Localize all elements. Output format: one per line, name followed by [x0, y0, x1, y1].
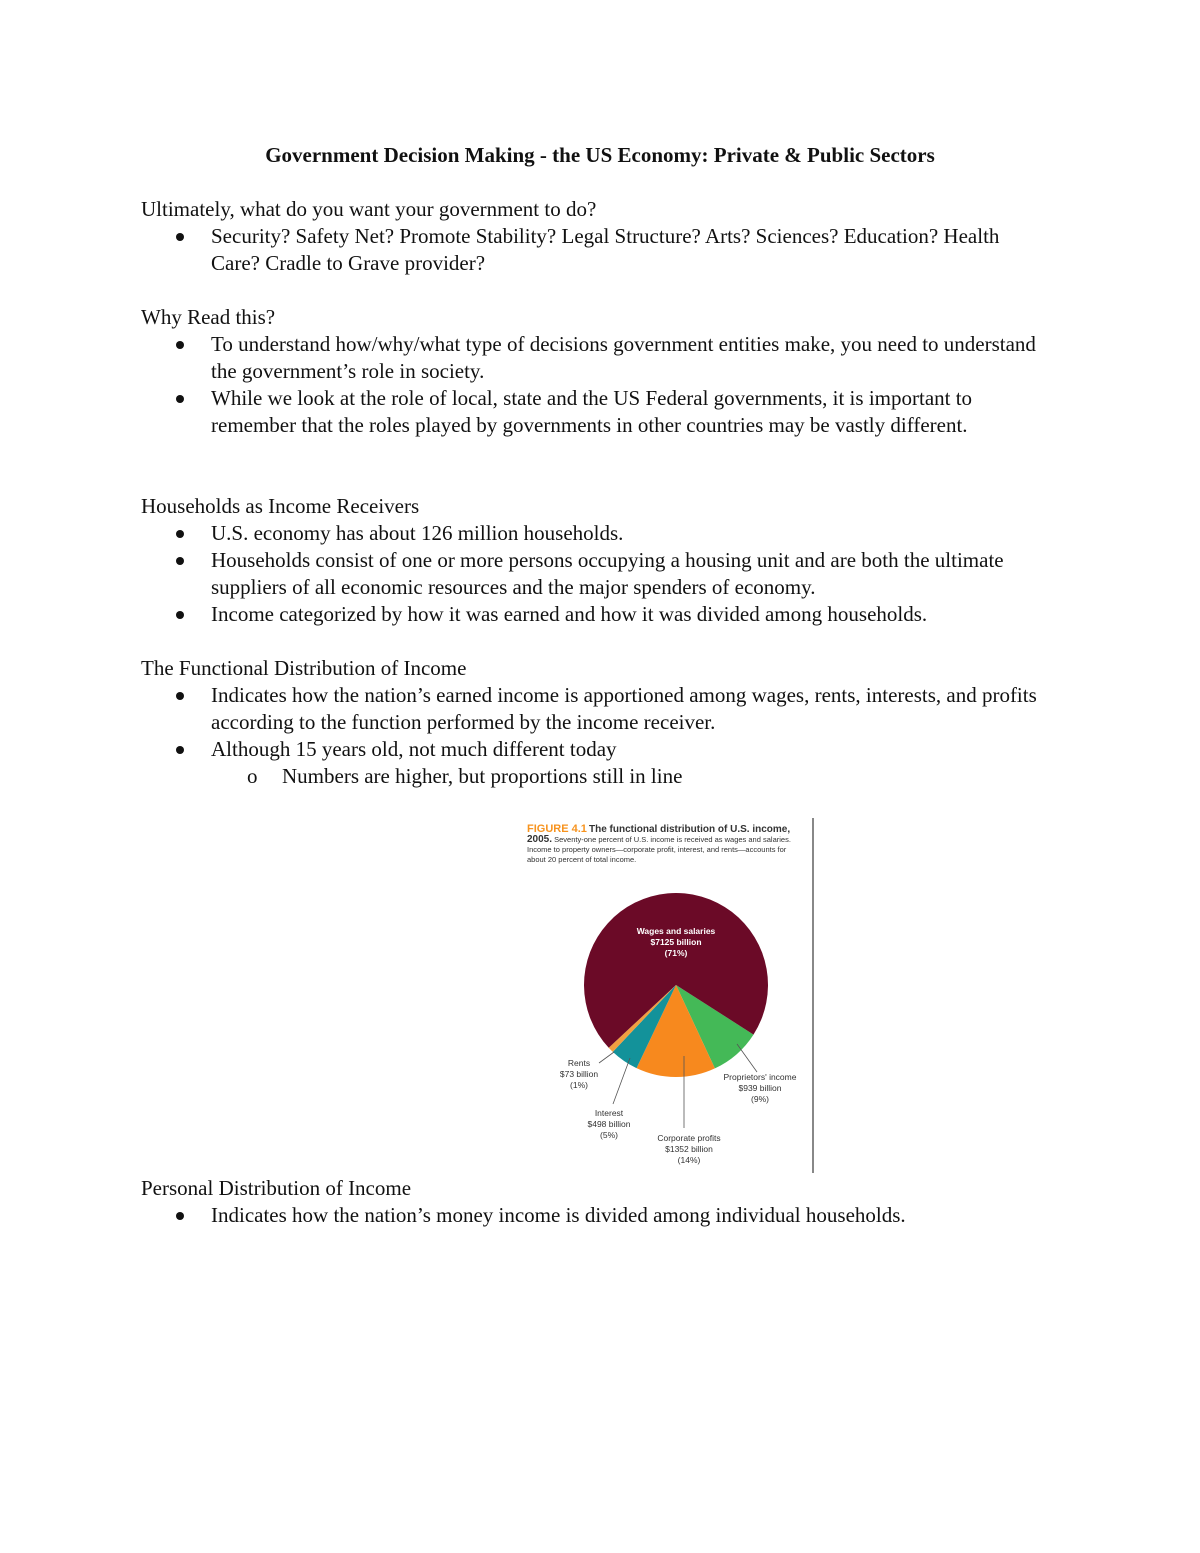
leader-line — [737, 1044, 757, 1072]
leader-line — [599, 1052, 614, 1063]
section-heading: The Functional Distribution of Income — [141, 656, 467, 680]
figure-label: FIGURE 4.1 — [527, 823, 587, 835]
bullet-item: U.S. economy has about 126 million households. — [141, 520, 1051, 547]
pie-label-amount: $7125 billion — [650, 937, 702, 947]
bullet-item: Indicates how the nation’s earned income is apportioned among wages, rents, interests, and profits according to the function performed by the income receiver. — [141, 682, 1051, 736]
bullet-item: Although 15 years old, not much different today — [141, 736, 1051, 763]
pie-label-pct-label: (1%) — [570, 1080, 588, 1090]
section-why-read — [141, 304, 1051, 439]
bullet-item: While we look at the role of local, state and the US Federal governments, it is important to remember that the roles played by governments in other countries may be vastly different. — [141, 385, 1051, 439]
pie-label-name: Proprietors' income — [723, 1072, 797, 1082]
bullet-item: To understand how/why/what type of decisions government entities make, you need to understand the government’s role in society. — [141, 331, 1051, 385]
pie-label-name: Interest — [594, 1108, 624, 1118]
section-households — [141, 493, 1051, 628]
section-personal-distribution — [141, 1175, 1051, 1229]
pie-label-pct-label: (71%) — [664, 948, 688, 958]
section-heading: Personal Distribution of Income — [141, 1176, 412, 1200]
section-functional-distribution — [141, 655, 1051, 790]
bullet-item: Indicates how the nation’s money income is divided among individual households. — [141, 1202, 1051, 1229]
section-heading: Households as Income Receivers — [141, 494, 420, 518]
pie-label-pct-label: (5%) — [600, 1130, 618, 1140]
pie-label-name: Corporate profits — [657, 1133, 721, 1143]
section-government-role — [141, 196, 1051, 277]
pie-label-amount: $73 billion — [559, 1069, 599, 1079]
pie-label-amount: $1352 billion — [665, 1144, 713, 1154]
pie-label-pct-label: (9%) — [751, 1094, 769, 1104]
bullet-item: Security? Safety Net? Promote Stability? Legal Structure? Arts? Sciences? Education? Health Care? Cradle to Grave provider? — [141, 223, 1051, 277]
figure-caption-text: Seventy-one percent of U.S. income is received as wages and salaries. Income to property owners—corporate profit, interest, and rents—accounts for about 20 percent of total income. — [527, 835, 791, 864]
bullet-item: Households consist of one or more persons occupying a housing unit and are both the ultimate suppliers of all economic resources and the major spenders of economy. — [141, 547, 1051, 601]
pie-label-amount: $939 billion — [738, 1083, 782, 1093]
bullet-item: Income categorized by how it was earned and how it was divided among households. — [141, 601, 1051, 628]
section-heading: Why Read this? — [141, 305, 276, 329]
leader-line — [613, 1058, 630, 1104]
sub-bullet-item: o Numbers are higher, but proportions still in line — [141, 763, 1051, 790]
pie-label-name: Rents — [567, 1058, 591, 1068]
pie-label-amount: $498 billion — [587, 1119, 631, 1129]
figure-title: The functional distribution of U.S. income, 2005. — [527, 824, 791, 845]
pie-chart — [527, 818, 812, 1173]
pie-label-name: Wages and salaries — [636, 926, 716, 936]
figure-4-1 — [527, 818, 814, 1173]
section-heading: Ultimately, what do you want your government to do? — [141, 197, 597, 221]
pie-label-pct-label: (14%) — [677, 1155, 701, 1165]
document-title: Government Decision Making - the US Economy: Private & Public Sectors — [265, 143, 935, 167]
